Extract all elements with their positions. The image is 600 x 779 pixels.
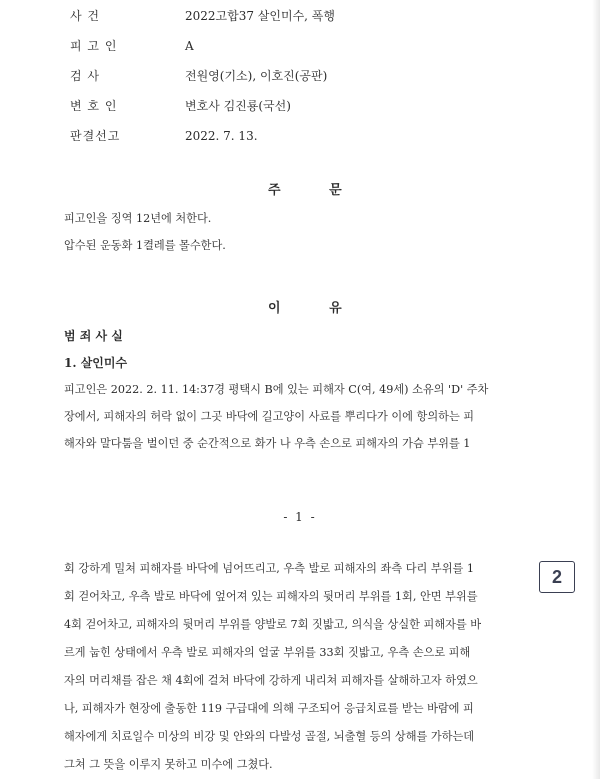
body-line-p1-3: 해자와 말다툼을 벌이던 중 순간적으로 화가 나 우측 손으로 피해자의 가슴 부위를 1 — [64, 437, 471, 450]
body-line-p1-1: 피고인은 2022. 2. 11. 14:37경 평택시 B에 있는 피해자 C(여, 49세) 소유의 'D' 주차 — [64, 383, 489, 396]
prosecutor-value: 전원영(기소), 이호진(공판) — [185, 69, 328, 83]
body-line-p2-8: 그쳐 그 뜻을 이루지 못하고 미수에 그쳤다. — [64, 758, 273, 771]
sentencing-date-label: 판결선고 — [70, 129, 121, 143]
body-line-p2-1: 회 강하게 밀쳐 피해자를 바닥에 넘어뜨리고, 우측 발로 피해자의 좌측 다리 부위를 1 — [64, 562, 474, 575]
counsel-value: 변호사 김진룡(국선) — [185, 99, 291, 113]
order-heading — [268, 179, 344, 198]
reason-heading-left: 이 — [268, 301, 283, 316]
crime-facts-title: 범 죄 사 실 — [64, 329, 123, 343]
body-line-p2-6: 나, 피해자가 현장에 출동한 119 구급대에 의해 구조되어 응급치료를 받는 바람에 피 — [64, 702, 474, 715]
body-line-p2-7: 해자에게 치료일수 미상의 비강 및 안와의 다발성 골절, 뇌출혈 등의 상해를 가하는데 — [64, 730, 475, 743]
page-edge-shadow — [592, 0, 600, 779]
body-line-p2-4: 르게 눕힌 상태에서 우측 발로 피해자의 얼굴 부위를 33회 짓밟고, 우측 손으로 피해 — [64, 646, 471, 659]
attempted-murder-title: 1. 살인미수 — [64, 356, 128, 370]
prosecutor-label: 검 사 — [70, 69, 100, 83]
order-line-1: 피고인을 징역 12년에 처한다. — [64, 212, 212, 225]
defendant-label: 피 고 인 — [70, 39, 118, 53]
sentencing-date-value: 2022. 7. 13. — [185, 129, 258, 143]
case-label: 사 건 — [70, 9, 100, 23]
body-line-p2-5: 자의 머리채를 잡은 채 4회에 걸쳐 바닥에 강하게 내리쳐 피해자를 살해하고자 하였으 — [64, 674, 478, 687]
reason-heading-right: 유 — [329, 301, 344, 316]
page-badge: 2 — [539, 561, 575, 593]
defendant-value: A — [185, 39, 194, 53]
case-value: 2022고합37 살인미수, 폭행 — [185, 9, 335, 23]
body-line-p1-2: 장에서, 피해자의 허락 없이 그곳 바닥에 길고양이 사료를 뿌리다가 이에 항의하는 피 — [64, 410, 475, 423]
reason-heading — [268, 297, 344, 316]
body-line-p2-2: 회 걷어차고, 우측 발로 바닥에 엎어져 있는 피해자의 뒷머리 부위를 1회, 안면 부위를 — [64, 590, 478, 603]
order-heading-right: 문 — [329, 183, 344, 198]
counsel-label: 변 호 인 — [70, 99, 118, 113]
page-number: - 1 - — [283, 510, 317, 524]
body-line-p2-3: 4회 걷어차고, 피해자의 뒷머리 부위를 양발로 7회 짓밟고, 의식을 상실한 피해자를 바 — [64, 618, 482, 631]
order-line-2: 압수된 운동화 1켤레를 몰수한다. — [64, 239, 226, 252]
order-heading-left: 주 — [268, 183, 283, 198]
